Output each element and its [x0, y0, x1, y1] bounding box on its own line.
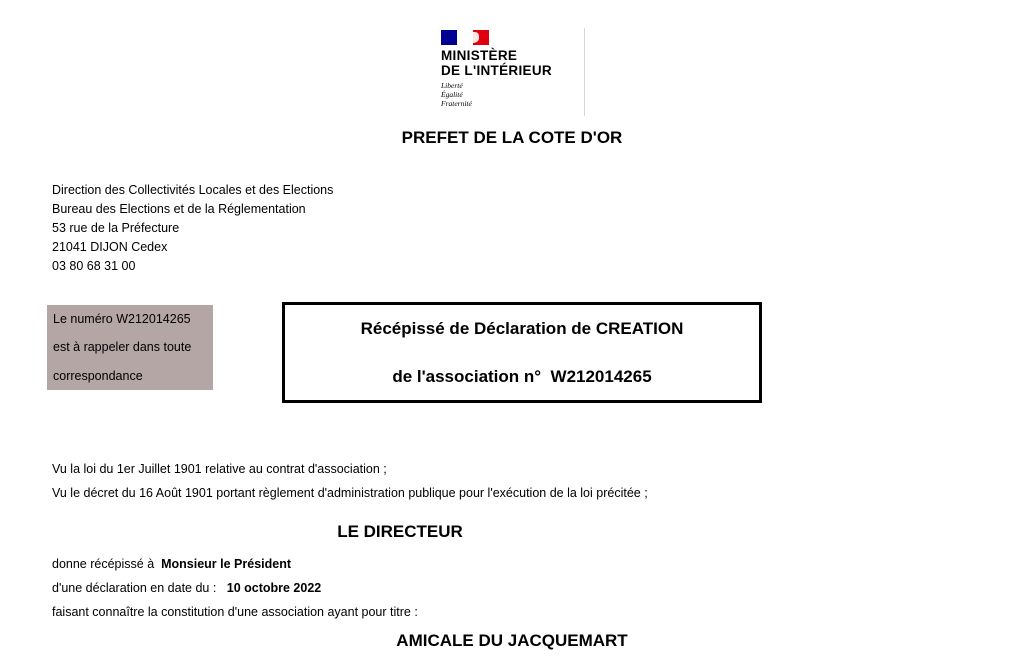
- motto-fraternite: Fraternité: [441, 99, 472, 108]
- receipt-title: Récépissé de Déclaration de CREATION: [360, 319, 684, 338]
- declaration-date: 10 octobre 2022: [226, 581, 322, 595]
- receipt-number: de l'association n° W212014265: [392, 367, 652, 386]
- address-line: Direction des Collectivités Locales et des Elections: [52, 183, 334, 197]
- vu-decret: Vu le décret du 16 Août 1901 portant règlement d'administration publique pour l'exécution de la loi précitée ;: [52, 486, 648, 500]
- directeur-heading: LE DIRECTEUR: [337, 522, 463, 541]
- reference-note: [47, 305, 213, 390]
- address-line: 53 rue de la Préfecture: [52, 221, 180, 235]
- motto-liberte: Liberté: [441, 81, 463, 90]
- vu-loi: Vu la loi du 1er Juillet 1901 relative au contrat d'association ;: [52, 462, 387, 476]
- note-line: Le numéro W212014265: [53, 312, 191, 326]
- donne-prefix: donne récépissé à: [52, 557, 155, 571]
- address-line: 03 80 68 31 00: [52, 259, 136, 273]
- sender-address: [52, 181, 333, 276]
- french-flag-icon: [441, 30, 489, 45]
- donne-recepisse: [52, 557, 291, 571]
- logo-motto: [441, 81, 472, 108]
- prefet-heading: PREFET DE LA COTE D'OR: [401, 128, 623, 147]
- receipt-box: [282, 302, 762, 403]
- address-line: 21041 DIJON Cedex: [52, 240, 168, 254]
- motto-egalite: Égalité: [441, 90, 463, 99]
- recipient: Monsieur le Président: [161, 557, 292, 571]
- note-line: correspondance: [53, 369, 143, 383]
- declaration-date-line: [52, 581, 321, 595]
- logo-title: [441, 48, 552, 78]
- declaration-prefix: d'une déclaration en date du :: [52, 581, 217, 595]
- note-line: est à rappeler dans toute: [53, 340, 192, 354]
- association-title: AMICALE DU JACQUEMART: [396, 631, 628, 650]
- address-line: Bureau des Elections et de la Réglementation: [52, 202, 306, 216]
- ministry-logo: [438, 28, 585, 116]
- constitution-line: faisant connaître la constitution d'une association ayant pour titre :: [52, 605, 418, 619]
- logo-line-2: DE L'INTÉRIEUR: [441, 63, 552, 78]
- logo-line-1: MINISTÈRE: [441, 48, 518, 63]
